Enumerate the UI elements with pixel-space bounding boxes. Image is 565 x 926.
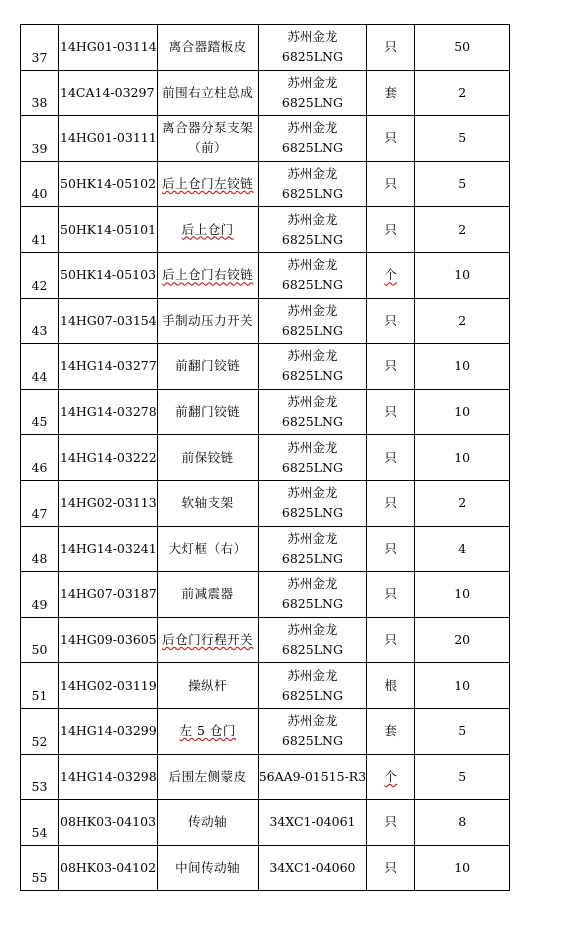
part-name-text: 离合器分泵支架（前）	[162, 120, 254, 156]
part-name-cell	[157, 845, 258, 891]
vehicle-model-cell	[258, 754, 367, 800]
quantity-cell: 5	[415, 161, 510, 207]
vehicle-model-cell	[258, 800, 367, 846]
vehicle-model-cell	[258, 617, 367, 663]
vehicle-model-cell	[258, 845, 367, 891]
vehicle-model-cell	[258, 344, 367, 390]
unit-text: 只	[384, 39, 397, 55]
quantity-cell: 10	[415, 344, 510, 390]
part-name-text: 后上仓门	[181, 221, 234, 237]
vehicle-model-line-2: 6825LNG	[281, 140, 343, 156]
vehicle-model-cell	[258, 207, 367, 253]
part-name-cell	[157, 526, 258, 572]
quantity-cell: 10	[415, 389, 510, 435]
part-code-cell: 14HG07-03154	[59, 298, 158, 344]
vehicle-model-line-1: 苏州金龙	[287, 166, 338, 182]
vehicle-model-line-2: 6825LNG	[281, 49, 343, 65]
vehicle-model-line-2: 6825LNG	[281, 94, 343, 110]
part-code-cell: 14HG14-03222	[59, 435, 158, 481]
part-code-cell: 50HK14-05101	[59, 207, 158, 253]
row-number-cell: 53	[21, 754, 59, 800]
quantity-cell: 10	[415, 663, 510, 709]
part-name-text: 大灯框（右）	[168, 540, 247, 556]
table-row	[21, 526, 510, 572]
unit-text: 只	[384, 814, 397, 830]
quantity-cell: 2	[415, 70, 510, 116]
unit-cell	[367, 663, 415, 709]
row-number-cell: 39	[21, 116, 59, 162]
part-name-text: 中间传动轴	[175, 859, 241, 875]
row-number-cell: 50	[21, 617, 59, 663]
parts-table	[20, 24, 510, 891]
unit-cell	[367, 207, 415, 253]
row-number-cell: 40	[21, 161, 59, 207]
table-row	[21, 70, 510, 116]
part-code-cell: 08HK03-04103	[59, 800, 158, 846]
part-name-cell	[157, 25, 258, 71]
part-name-text: 前围右立柱总成	[162, 84, 254, 100]
part-name-text: 后仓门行程开关	[162, 632, 254, 648]
quantity-cell: 5	[415, 116, 510, 162]
unit-text: 只	[384, 540, 397, 556]
unit-text: 只	[384, 221, 397, 237]
unit-text: 只	[384, 859, 397, 875]
unit-cell	[367, 617, 415, 663]
part-name-text: 后上仓门右铰链	[162, 267, 254, 283]
unit-cell	[367, 754, 415, 800]
vehicle-model-line-2: 6825LNG	[281, 322, 343, 338]
vehicle-model-cell	[258, 252, 367, 298]
unit-text: 只	[384, 130, 397, 146]
vehicle-model-line-1: 苏州金龙	[287, 257, 338, 273]
unit-cell	[367, 526, 415, 572]
unit-text: 只	[384, 449, 397, 465]
vehicle-model-line-1: 苏州金龙	[287, 211, 338, 227]
row-number-cell: 45	[21, 389, 59, 435]
part-code-cell: 14HG14-03278	[59, 389, 158, 435]
row-number-cell: 43	[21, 298, 59, 344]
table-row	[21, 480, 510, 526]
vehicle-model-line-1: 苏州金龙	[287, 29, 338, 45]
table-row	[21, 344, 510, 390]
part-name-text: 传动轴	[188, 814, 228, 830]
part-code-cell: 14HG14-03277	[59, 344, 158, 390]
part-name-cell	[157, 708, 258, 754]
vehicle-model-cell	[258, 480, 367, 526]
part-code-cell: 50HK14-05102	[59, 161, 158, 207]
part-name-text: 手制动压力开关	[162, 312, 254, 328]
table-row	[21, 435, 510, 481]
unit-text: 只	[384, 586, 397, 602]
vehicle-model-line-1: 苏州金龙	[287, 667, 338, 683]
part-code-cell: 08HK03-04102	[59, 845, 158, 891]
table-row	[21, 161, 510, 207]
unit-cell	[367, 344, 415, 390]
vehicle-model-line-1: 苏州金龙	[287, 348, 338, 364]
row-number-cell: 41	[21, 207, 59, 253]
vehicle-model-cell	[258, 663, 367, 709]
unit-cell	[367, 708, 415, 754]
vehicle-model-line-2: 6825LNG	[281, 231, 343, 247]
table-row	[21, 116, 510, 162]
part-name-cell	[157, 298, 258, 344]
quantity-cell: 2	[415, 480, 510, 526]
vehicle-model-cell	[258, 708, 367, 754]
unit-text: 个	[384, 768, 397, 784]
table-row	[21, 800, 510, 846]
part-name-text: 离合器踏板皮	[168, 39, 247, 55]
part-name-text: 左 5 仓门	[179, 723, 236, 739]
part-code-cell: 14HG14-03298	[59, 754, 158, 800]
vehicle-model-line-2: 6825LNG	[281, 368, 343, 384]
vehicle-model-line-1: 苏州金龙	[287, 394, 338, 410]
part-name-cell	[157, 480, 258, 526]
part-code-cell: 14HG01-03114	[59, 25, 158, 71]
vehicle-model-line-2: 6825LNG	[281, 277, 343, 293]
part-code-cell: 14HG07-03187	[59, 572, 158, 618]
row-number-cell: 42	[21, 252, 59, 298]
part-name-cell	[157, 116, 258, 162]
vehicle-model-line-2: 6825LNG	[281, 186, 343, 202]
part-code-cell: 14HG02-03119	[59, 663, 158, 709]
unit-cell	[367, 70, 415, 116]
part-code-cell: 50HK14-05103	[59, 252, 158, 298]
vehicle-model-cell	[258, 435, 367, 481]
unit-cell	[367, 800, 415, 846]
vehicle-model-line-2: 6825LNG	[281, 687, 343, 703]
part-code-cell: 14HG01-03111	[59, 116, 158, 162]
table-row	[21, 572, 510, 618]
part-name-cell	[157, 663, 258, 709]
unit-text: 只	[384, 632, 397, 648]
quantity-cell: 10	[415, 572, 510, 618]
row-number-cell: 47	[21, 480, 59, 526]
row-number-cell: 48	[21, 526, 59, 572]
vehicle-model-line-1: 苏州金龙	[287, 485, 338, 501]
vehicle-model-cell	[258, 70, 367, 116]
vehicle-model-line-2: 6825LNG	[281, 733, 343, 749]
vehicle-model-cell	[258, 298, 367, 344]
vehicle-model-line-2: 6825LNG	[281, 505, 343, 521]
table-row	[21, 663, 510, 709]
row-number-cell: 54	[21, 800, 59, 846]
unit-text: 套	[384, 84, 397, 100]
unit-text: 只	[384, 176, 397, 192]
table-row	[21, 252, 510, 298]
row-number-cell: 52	[21, 708, 59, 754]
part-name-cell	[157, 617, 258, 663]
part-name-cell	[157, 207, 258, 253]
vehicle-model-line-1: 56AA9-01515-R3	[258, 768, 367, 784]
table-row	[21, 207, 510, 253]
unit-text: 个	[384, 267, 397, 283]
parts-table-body	[21, 25, 510, 891]
vehicle-model-line-1: 苏州金龙	[287, 713, 338, 729]
vehicle-model-line-1: 苏州金龙	[287, 120, 338, 136]
part-name-cell	[157, 435, 258, 481]
row-number-cell: 38	[21, 70, 59, 116]
unit-cell	[367, 480, 415, 526]
unit-cell	[367, 161, 415, 207]
quantity-cell: 2	[415, 207, 510, 253]
row-number-cell: 51	[21, 663, 59, 709]
vehicle-model-line-2: 6825LNG	[281, 596, 343, 612]
part-name-text: 前保铰链	[181, 449, 234, 465]
vehicle-model-line-1: 苏州金龙	[287, 530, 338, 546]
part-code-cell: 14CA14-03297	[59, 70, 158, 116]
part-name-cell	[157, 344, 258, 390]
part-name-text: 后上仓门左铰链	[162, 176, 254, 192]
part-name-cell	[157, 161, 258, 207]
unit-text: 根	[384, 677, 397, 693]
unit-cell	[367, 389, 415, 435]
part-name-text: 前翻门铰链	[175, 404, 241, 420]
part-name-cell	[157, 572, 258, 618]
table-row	[21, 754, 510, 800]
table-row	[21, 708, 510, 754]
quantity-cell: 8	[415, 800, 510, 846]
unit-cell	[367, 298, 415, 344]
part-name-text: 后围左侧蒙皮	[168, 768, 247, 784]
part-name-text: 前翻门铰链	[175, 358, 241, 374]
vehicle-model-line-1: 苏州金龙	[287, 74, 338, 90]
quantity-cell: 10	[415, 252, 510, 298]
vehicle-model-cell	[258, 526, 367, 572]
vehicle-model-line-2: 6825LNG	[281, 642, 343, 658]
quantity-cell: 20	[415, 617, 510, 663]
table-row	[21, 617, 510, 663]
vehicle-model-line-2: 6825LNG	[281, 414, 343, 430]
part-name-cell	[157, 70, 258, 116]
vehicle-model-line-2: 6825LNG	[281, 459, 343, 475]
vehicle-model-line-1: 苏州金龙	[287, 622, 338, 638]
part-name-cell	[157, 252, 258, 298]
vehicle-model-line-2: 6825LNG	[281, 550, 343, 566]
unit-text: 只	[384, 358, 397, 374]
vehicle-model-line-1: 苏州金龙	[287, 576, 338, 592]
unit-text: 套	[384, 723, 397, 739]
quantity-cell: 4	[415, 526, 510, 572]
vehicle-model-cell	[258, 161, 367, 207]
vehicle-model-cell	[258, 116, 367, 162]
table-row	[21, 298, 510, 344]
row-number-cell: 55	[21, 845, 59, 891]
part-code-cell: 14HG09-03605	[59, 617, 158, 663]
part-name-text: 软轴支架	[181, 495, 234, 511]
quantity-cell: 50	[415, 25, 510, 71]
unit-cell	[367, 572, 415, 618]
unit-cell	[367, 435, 415, 481]
table-row	[21, 25, 510, 71]
part-code-cell: 14HG14-03241	[59, 526, 158, 572]
row-number-cell: 49	[21, 572, 59, 618]
part-code-cell: 14HG02-03113	[59, 480, 158, 526]
quantity-cell: 2	[415, 298, 510, 344]
unit-cell	[367, 252, 415, 298]
unit-cell	[367, 25, 415, 71]
vehicle-model-line-1: 苏州金龙	[287, 439, 338, 455]
vehicle-model-line-1: 苏州金龙	[287, 302, 338, 318]
part-name-cell	[157, 754, 258, 800]
vehicle-model-line-1: 34XC1-04060	[269, 859, 356, 875]
row-number-cell: 37	[21, 25, 59, 71]
vehicle-model-cell	[258, 25, 367, 71]
part-name-text: 前减震器	[181, 586, 234, 602]
part-code-cell: 14HG14-03299	[59, 708, 158, 754]
unit-text: 只	[384, 404, 397, 420]
vehicle-model-cell	[258, 572, 367, 618]
quantity-cell: 5	[415, 708, 510, 754]
vehicle-model-line-1: 34XC1-04061	[269, 814, 356, 830]
row-number-cell: 46	[21, 435, 59, 481]
unit-text: 只	[384, 312, 397, 328]
quantity-cell: 10	[415, 845, 510, 891]
part-name-cell	[157, 389, 258, 435]
unit-cell	[367, 116, 415, 162]
unit-cell	[367, 845, 415, 891]
unit-text: 只	[384, 495, 397, 511]
quantity-cell: 10	[415, 435, 510, 481]
table-row	[21, 389, 510, 435]
quantity-cell: 5	[415, 754, 510, 800]
part-name-cell	[157, 800, 258, 846]
row-number-cell: 44	[21, 344, 59, 390]
vehicle-model-cell	[258, 389, 367, 435]
table-row	[21, 845, 510, 891]
part-name-text: 操纵杆	[188, 677, 228, 693]
